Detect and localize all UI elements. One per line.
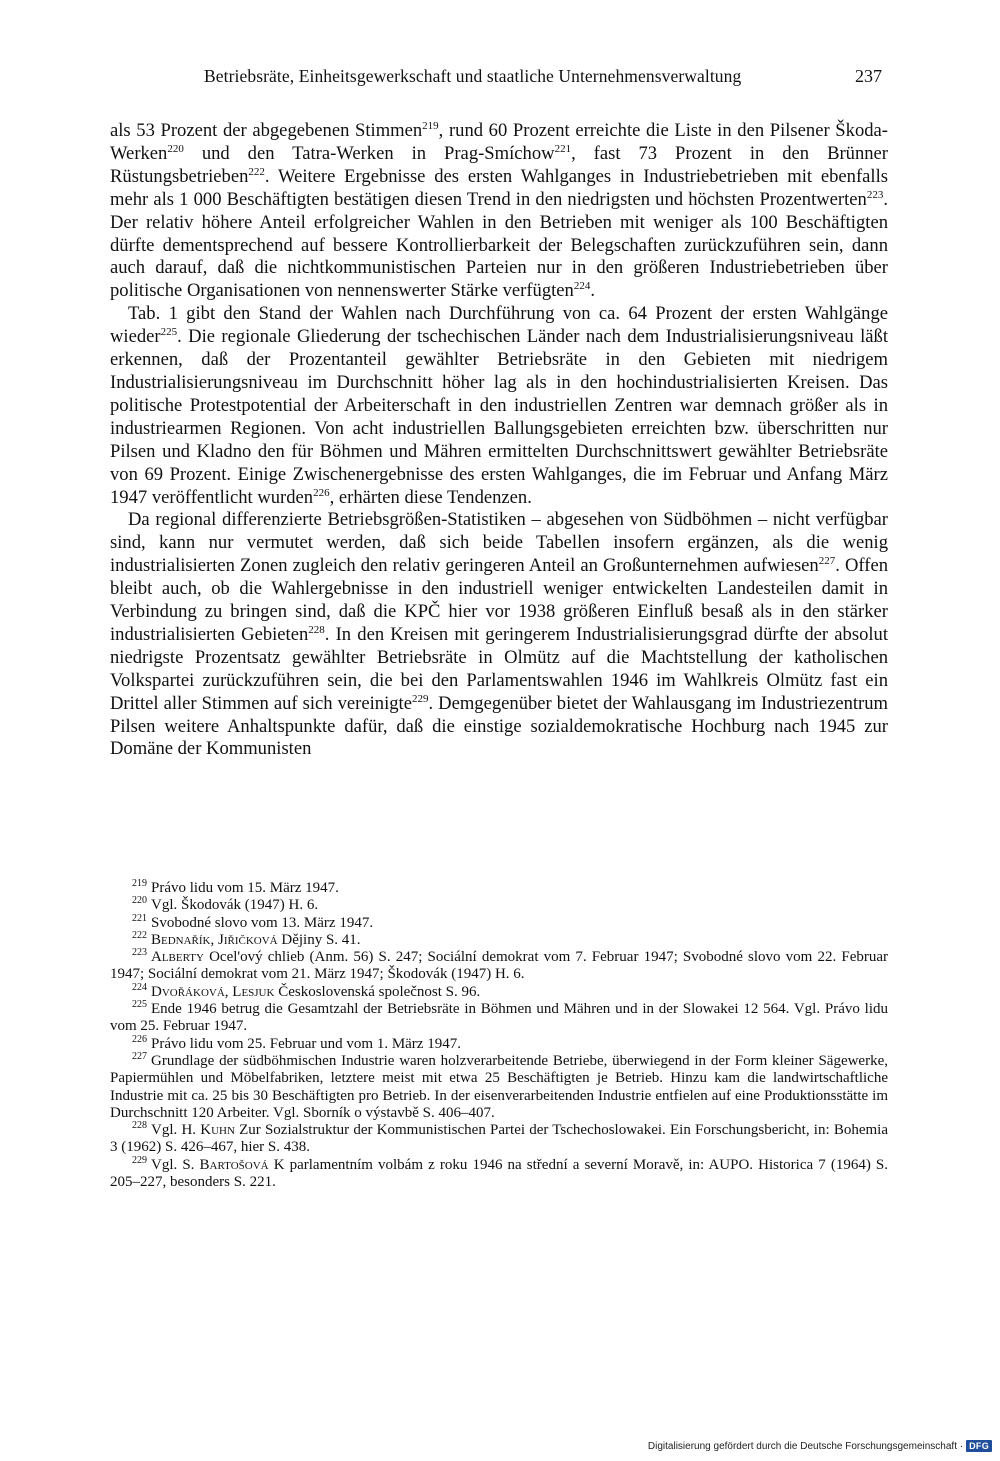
- credit-text: Digitalisierung gefördert durch die Deutsche Forschungsgemeinschaft ·: [647, 1440, 964, 1452]
- text-run: Vgl. H.: [151, 1122, 201, 1139]
- footnote-number: 219: [132, 878, 147, 889]
- text-run: Grundlage der südböhmischen Industrie waren holzverarbeitende Betriebe, überwiegend in der Form kleiner Sägewerke, Papiermühlen und Möbelfabriken, letztere meist mit etwa 25 Beschäftigten je Betrieb. Hinzu kam die landwirtschaftliche Industrie mit ca. 25 bis 30 Beschäftigten pro Betrieb. In der eisenverarbeitenden Industrie entfielen auf eine Produktionsstätte im Durchschnitt 120 Arbeiter. Vgl. Sborník o výstavbě S. 406–407.: [110, 1052, 888, 1121]
- footnote: [110, 1050, 888, 1122]
- footnote: [110, 880, 888, 897]
- text-run: , erhärten diese Tendenzen.: [329, 486, 532, 508]
- footnote-reference: 229: [411, 692, 429, 705]
- footnote: [110, 1154, 889, 1192]
- body-paragraph: [110, 120, 888, 303]
- footnote-reference: 222: [248, 165, 265, 178]
- footnote-number: 223: [132, 947, 147, 959]
- body-text: [110, 120, 888, 761]
- footnote: [110, 912, 888, 932]
- text-run: .: [590, 280, 596, 302]
- text-run: Právo lidu vom 15. März 1947.: [151, 880, 339, 896]
- text-run: Svobodné slovo vom 13. März 1947.: [151, 914, 374, 931]
- footnotes: [110, 880, 888, 1191]
- footnote-reference: 226: [313, 486, 330, 499]
- text-run: . In den Kreisen mit geringerem Industrialisierungsgrad dürfte der absolut niedrigste Prozentsatz gewählter Betriebsräte in Olmütz auf die Machtstellung der katholischen Volkspartei zurückzuführen sein, die bei den Parlamentswahlen 1946 im Wahlkreis Olmütz fast ein Drittel aller Stimmen auf sich vereinigte: [110, 623, 888, 714]
- text-run: und den Tatra-Werken in Prag-Smíchow: [183, 142, 555, 164]
- footnote-number: 229: [132, 1154, 147, 1166]
- footnote: [110, 897, 888, 914]
- text-run: Československá společnost S. 96.: [274, 983, 481, 1000]
- footnote-reference: 219: [422, 119, 439, 132]
- page-number: 237: [855, 66, 882, 86]
- footnote: [110, 1001, 888, 1036]
- author-name: Dvořáková, Lesjuk: [151, 983, 275, 1000]
- text-run: Zur Sozialstruktur der Kommunistischen Partei der Tschechoslowakei. Ein Forschungsbericht, in: Bohemia 3 (1962) S. 426–467, hier S. 438.: [110, 1122, 888, 1156]
- text-run: Tab. 1 gibt den Stand der Wahlen nach Durchführung von ca. 64 Prozent der ersten Wahlgänge wieder: [110, 303, 888, 348]
- author-name: Alberty: [151, 949, 204, 966]
- footnote-number: 220: [132, 895, 147, 907]
- footnote-reference: 221: [554, 142, 572, 155]
- text-run: K parlamentním volbám z roku 1946 na střední a severní Moravě, in: AUPO. Historica 7 (1964) S. 205–227, besonders S. 221.: [110, 1156, 889, 1191]
- dfg-logo-icon: DFG: [966, 1440, 992, 1452]
- footnote-number: 222: [132, 929, 147, 941]
- footnote-number: 227: [132, 1050, 147, 1062]
- footnote: [110, 929, 888, 949]
- footnote-number: 221: [132, 912, 147, 924]
- author-name: Kuhn: [200, 1122, 235, 1139]
- footnote: [110, 1122, 888, 1157]
- footnote: [110, 949, 888, 984]
- text-run: Právo lidu vom 25. Februar und vom 1. März 1947.: [151, 1035, 461, 1052]
- text-run: . Die regionale Gliederung der tschechischen Länder nach dem Industrialisierungsniveau läßt erkennen, daß der Prozentanteil gewählter Betriebsräte in den Gebieten mit niedrigem Industrialisierungsniveau im Durchschnitt höher lag als in den hochindustrialisierten Kreisen. Das politische Protestpotential der Arbeiterschaft in den industriellen Zentren war demnach größer als in industriearmen Regionen. Von acht industriellen Ballungsgebieten erreichten bzw. überschritten nur Pilsen und Kladno den für Böhmen und Mähren ermittelten Durchschnittswert gewählter Betriebsräte von 69 Prozent. Einige Zwischenergebnisse des ersten Wahlganges, die im Februar und Anfang März 1947 veröffentlicht wurden: [110, 326, 888, 508]
- body-paragraph: [110, 509, 888, 761]
- text-run: , fast 73 Prozent in den Brünner Rüstungsbetrieben: [110, 142, 888, 187]
- text-run: Vgl. Škodovák (1947) H. 6.: [151, 897, 319, 914]
- footnote: [110, 981, 888, 1001]
- text-run: Da regional differenzierte Betriebsgrößen-Statistiken – abgesehen von Südböhmen – nicht verfügbar sind, kann nur vermutet werden, daß sich beide Tabellen insofern ergänzen, als die wenig industrialisierten Zonen zugleich den relativ geringeren Anteil an Großunternehmen aufwiesen: [110, 509, 888, 577]
- text-run: Ende 1946 betrug die Gesamtzahl der Betriebsräte in Böhmen und Mähren und in der Slowakei 12 564. Vgl. Právo lidu vom 25. Februar 1947.: [110, 1001, 888, 1035]
- author-name: Bartošová: [199, 1156, 269, 1173]
- footnote-reference: 223: [866, 188, 884, 201]
- digitization-credit: [648, 1439, 992, 1453]
- footnote-number: 228: [132, 1120, 147, 1132]
- footnote-reference: 224: [573, 280, 591, 293]
- author-name: Bednařík, Jiřičková: [151, 931, 278, 948]
- running-head: [110, 66, 890, 94]
- body-paragraph: [110, 303, 888, 509]
- text-run: Dějiny S. 41.: [277, 931, 361, 948]
- footnote-reference: 227: [818, 555, 836, 568]
- text-run: als 53 Prozent der abgegebenen Stimmen: [110, 120, 423, 141]
- footnote-reference: 225: [160, 325, 178, 338]
- footnote-number: 225: [132, 999, 147, 1011]
- footnote-number: 226: [132, 1033, 147, 1045]
- text-run: . Der relativ höhere Anteil erfolgreicher Wahlen in den Betrieben mit weniger als 100 Beschäftigten dürfte dementsprechend auf bessere Kontrollierbarkeit der Belegschaften zurückzuführen sein, dann auch darauf, daß die nichtkommunistischen Parteien nur in den größeren Industriebetrieben über politische Organisationen von nennenswerter Stärke verfügten: [110, 188, 888, 302]
- text-run: . Weitere Ergebnisse des ersten Wahlganges in Industriebetrieben mit ebenfalls mehr als 1 000 Beschäftigten bestätigen diesen Trend in den niedrigsten und höchsten Prozentwerten: [110, 165, 888, 210]
- text-run: Vgl. S.: [151, 1156, 200, 1173]
- footnote: [110, 1033, 888, 1053]
- text-run: Ocel'ový chlieb (Anm. 56) S. 247; Sociální demokrat vom 7. Februar 1947; Svobodné slovo vom 22. Februar 1947; Sociální demokrat vom 21. März 1947; Škodovák (1947) H. 6.: [110, 949, 888, 983]
- text-run: , rund 60 Prozent erreichte die Liste in den Pilsener Škoda-Werken: [110, 120, 888, 164]
- text-run: . Offen bleibt auch, ob die Wahlergebnisse in den industriell weniger entwickelten Landesteilen damit in Verbindung zu bringen sind, daß die KPČ hier vor 1938 größeren Einfluß besaß als in den stärker industrialisierten Gebieten: [110, 555, 888, 645]
- running-title: Betriebsräte, Einheitsgewerkschaft und staatliche Unternehmensverwaltung: [204, 66, 742, 86]
- footnote-number: 224: [132, 981, 147, 993]
- footnote-reference: 228: [308, 623, 325, 636]
- footnote-reference: 220: [167, 142, 184, 155]
- text-run: . Demgegenüber bietet der Wahlausgang im Industriezentrum Pilsen weitere Anhaltspunkte dafür, daß die einstige sozialdemokratische Hochburg nach 1945 zur Domäne der Kommunisten: [110, 692, 889, 760]
